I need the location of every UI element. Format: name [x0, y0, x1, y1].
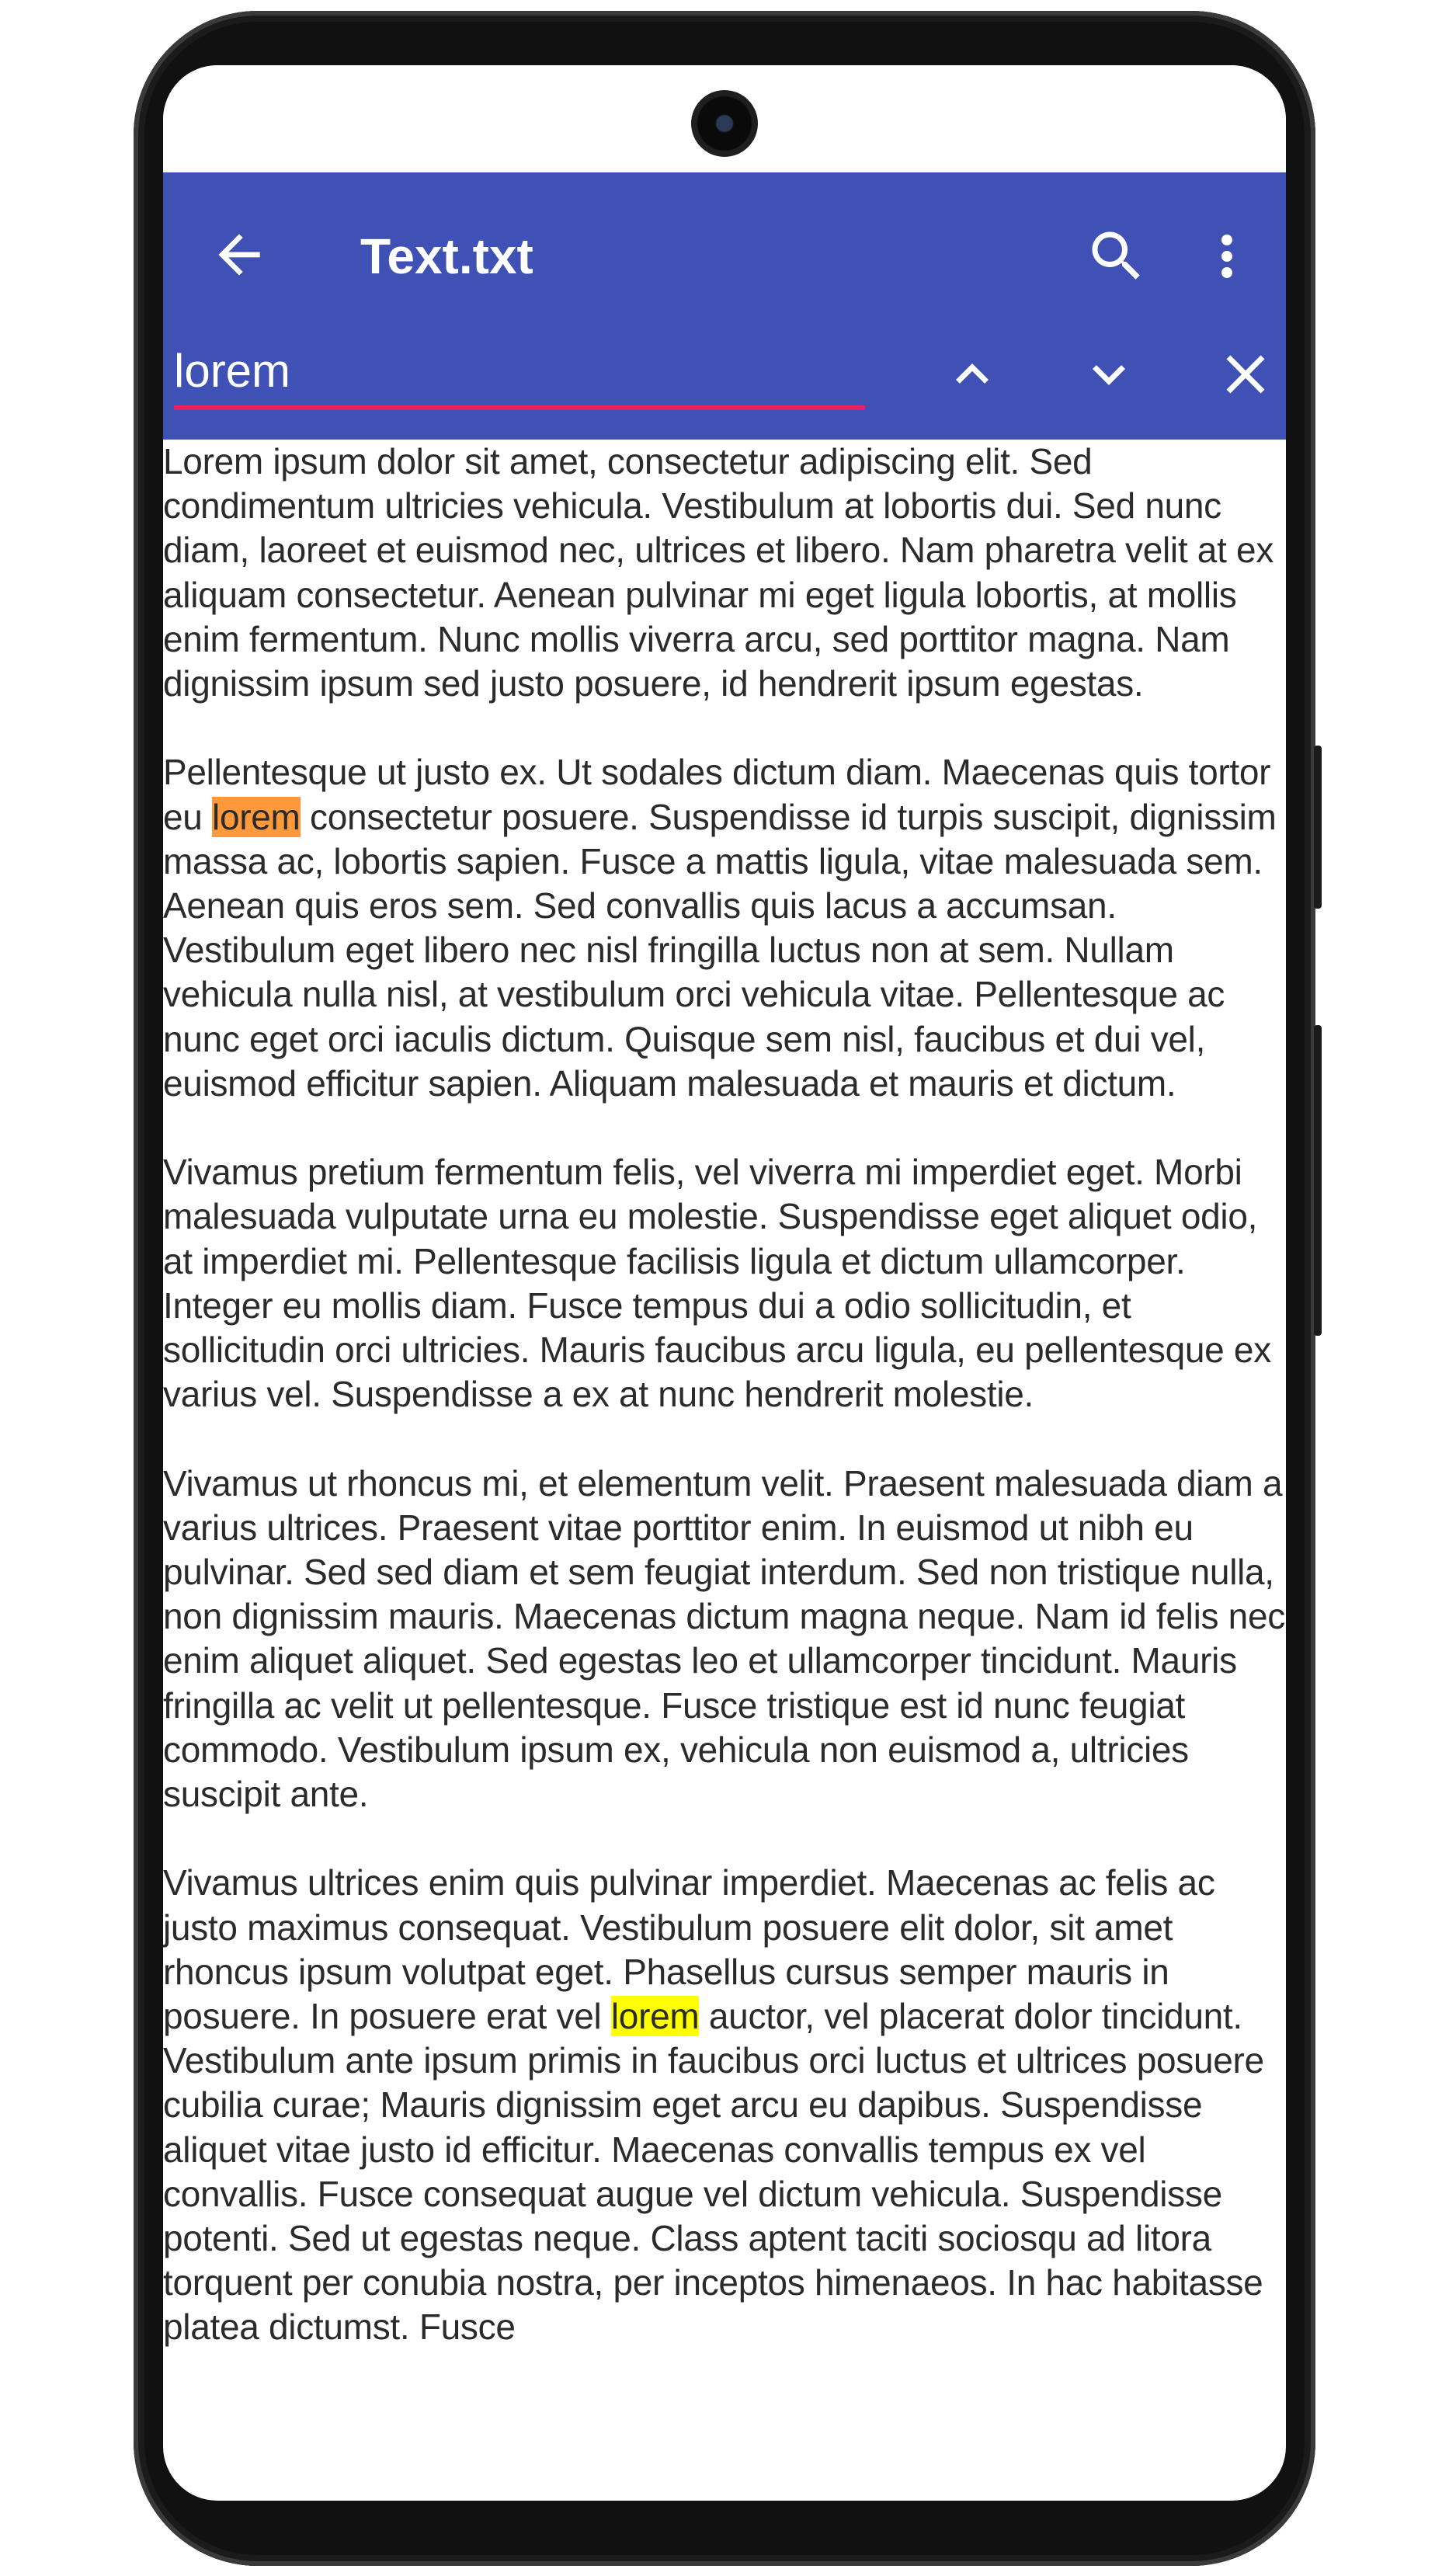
search-match: lorem [610, 1996, 700, 2037]
current-search-match: lorem [212, 796, 301, 837]
app-bar [163, 172, 1286, 440]
paragraph [163, 440, 1286, 706]
status-area [163, 65, 1286, 172]
paragraph [163, 1462, 1286, 1817]
volume-button [1314, 1025, 1322, 1336]
paragraph-text: Vivamus pretium fermentum felis, vel viverra mi imperdiet eget. Morbi malesuada vulputate urna eu molestie. Suspendisse eget aliquet odio, at imperdiet mi. Pellentesque facilisis ligula et dictum ullamcorper. Integer eu mollis diam. Fusce tempus dui a odio sollicitudin, et sollicitudin orci ultricies. Mauris faucibus arcu ligula, eu pellentesque ex varius vel. Suspendisse a ex at nunc hendrerit molestie. [163, 1152, 1271, 1415]
paragraph-text: auctor, vel placerat dolor tincidunt. Vestibulum ante ipsum primis in faucibus orci luctus et ultrices posuere cubilia curae; Mauris dignissim eget arcu eu dapibus. Suspendisse aliquet vitae justo id efficitur. Maecenas convallis tempus ex vel convallis. Fusce consequat augue vel dictum vehicula. Suspendisse potenti. Sed ut egestas neque. Class aptent taciti sociosqu ad litora torquent per conubia nostra, per inceptos himenaeos. In hac habitasse platea dictumst. Fusce [163, 1996, 1264, 2348]
power-button [1314, 746, 1322, 909]
chevron-up-icon[interactable] [940, 342, 1005, 407]
arrow-left-icon[interactable] [208, 224, 270, 286]
text-document[interactable] [163, 440, 1286, 2501]
paragraph-text: Lorem ipsum dolor sit amet, consectetur adipiscing elit. Sed condimentum ultricies vehicula. Vestibulum at lobortis dui. Sed nunc diam, laoreet et euismod nec, ultrices et libero. Nam pharetra velit at ex aliquam consectetur. Aenean pulvinar mi eget ligula lobortis, at mollis enim fermentum. Nunc mollis viverra arcu, sed porttitor magna. Nam dignissim ipsum sed justo posuere, id hendrerit ipsum egestas. [163, 441, 1274, 704]
page-title: Text.txt [360, 228, 533, 284]
close-icon[interactable] [1213, 342, 1278, 407]
chevron-down-icon[interactable] [1076, 342, 1141, 407]
paragraph-text: Vivamus ultrices enim quis pulvinar imperdiet. Maecenas ac felis ac justo maximus consequat. Vestibulum posuere elit dolor, sit amet rhoncus ipsum volutpat eget. Phasellus cursus semper mauris in posuere. In posuere erat vel [163, 1862, 1215, 2037]
paragraph-text: consectetur posuere. Suspendisse id turpis suscipit, dignissim massa ac, lobortis sapien. Fusce a mattis ligula, vitae malesuada sem. Aenean quis eros sem. Sed convallis quis lacus a accumsan. Vestibulum eget libero nec nisl fringilla luctus non at sem. Nullam vehicula nulla nisl, at vestibulum orci vehicula vitae. Pellentesque ac nunc eget orci iaculis dictum. Quisque sem nisl, faucibus et dui vel, euismod efficitur sapien. Aliquam malesuada et mauris et dictum. [163, 796, 1277, 1104]
search-icon[interactable] [1084, 224, 1149, 289]
front-camera [691, 90, 758, 157]
find-in-text-input[interactable] [174, 335, 865, 410]
more-vert-icon[interactable] [1194, 224, 1260, 289]
phone-screen [163, 65, 1286, 2501]
paragraph-text: Pellentesque ut justo ex. Ut sodales dictum diam. Maecenas quis tortor eu [163, 752, 1271, 837]
paragraph [163, 1150, 1286, 1417]
paragraph-text: Vivamus ut rhoncus mi, et elementum velit. Praesent malesuada diam a varius ultrices. Praesent vitae porttitor enim. In euismod ut nibh eu pulvinar. Sed sed diam et sem feugiat interdum. Sed non tristique nulla, non dignissim mauris. Maecenas dictum magna neque. Nam id felis nec enim aliquet aliquet. Sed egestas leo et ullamcorper tincidunt. Mauris fringilla ac velit ut pellentesque. Fusce tristique est id nunc feugiat commodo. Vestibulum ipsum ex, vehicula non euismod a, ultricies suscipit ante. [163, 1462, 1285, 1815]
paragraph [163, 1861, 1286, 2349]
paragraph [163, 750, 1286, 1106]
